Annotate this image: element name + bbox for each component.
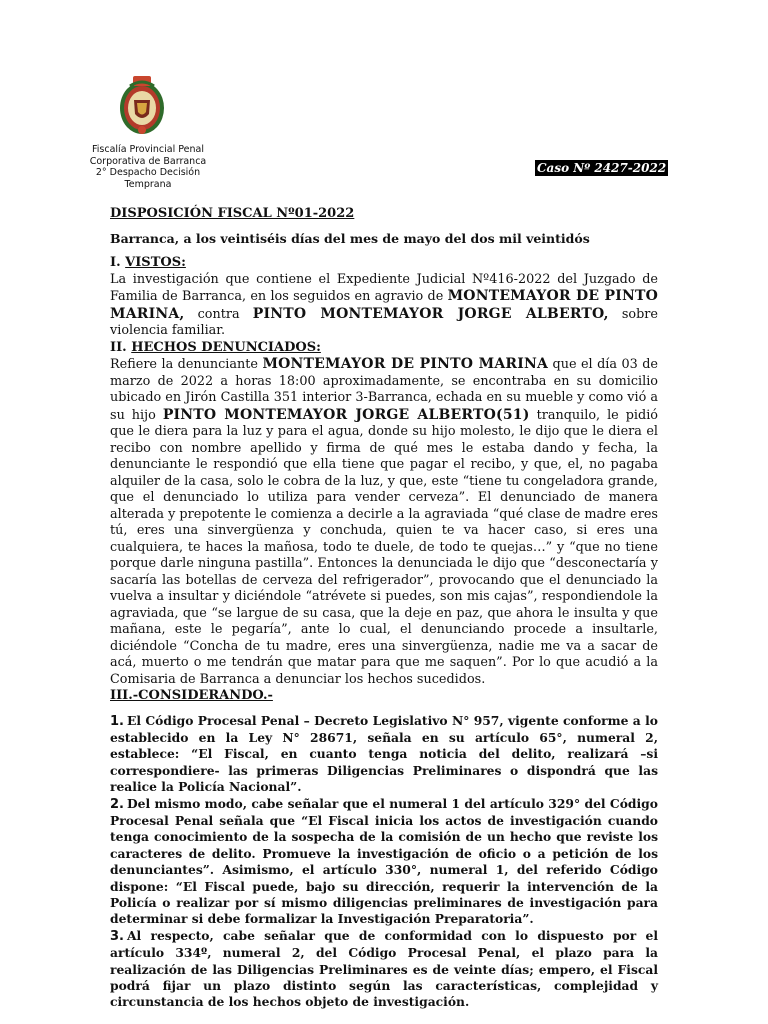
section-hechos-text [110,356,658,688]
office-header [82,144,214,190]
considerando-list [110,713,658,1011]
item-number: 1. [110,713,124,729]
defendant-name: PINTO MONTEMAYOR JORGE ALBERTO(51) [162,406,530,423]
text-span: sobre violencia familiar. [110,306,658,338]
victim-name: MONTEMAYOR DE PINTO MARINA, [110,288,658,322]
text-span: La investigación que contiene el Expediente Judicial Nº416-2022 del Juzgado de Familia de Barranca, en los seguidos en agravio de [110,271,658,304]
document-title: DISPOSICIÓN FISCAL Nº01-2022 [110,206,355,221]
text-span: contra [197,306,240,322]
considerando-item [110,928,658,1011]
item-number: 3. [110,928,124,944]
document-body [110,206,658,1011]
office-line-1: Fiscalía Provincial Penal [92,144,204,155]
office-line-4: Temprana [124,178,172,190]
item-text: Al respecto, cabe señalar que de conformidad con lo dispuesto por el artículo 334º, numeral 2, del Código Procesal Penal, el plazo para la realización de las Diligencias Preliminares es de veinte días; empero, el Fiscal podrá fijar un plazo distinto según las características, complejidad y circunstancia de los hechos objeto de investigación. [110,927,658,1010]
section-considerando-heading: III.-CONSIDERANDO.- [110,688,273,703]
section-title: VISTOS: [125,255,186,270]
considerando-item [110,713,658,796]
item-number: 2. [110,796,124,812]
case-number-badge: Caso Nº 2427-2022 [537,161,667,175]
section-vistos-heading [110,255,658,272]
victim-name: MONTEMAYOR DE PINTO MARINA [262,356,549,372]
date-line: Barranca, a los veintiséis días del mes de mayo del dos mil veintidós [110,230,590,246]
text-span: tranquilo, le pidió que le diera para la luz y para el agua, donde su hijo molesto, le dijo que le diera el recibo con nombre apellido y firma de qué mes le estaba dando y fecha, la denunciante le respondió que ella tiene que pagar el recibo, y que, el, no pagaba alquiler de la casa, solo le cobra de la luz, y que, este “tiene tu congeladora grande, que el denunciado lo utiliza para vender cerveza”. El denunciado de manera alterada y prepotente le comienza a decirle a la agraviada “qué clase de madre eres tú, eres una sinvergüenza y conchuda, quien te va hacer caso, si eres una cualquiera, te haces la mañosa, todo te duele, de todo te quejas…” y “que no tiene porque darle ninguna pastilla”. Entonces la denunciada le dijo que “desconectaría y sacaría las botellas de cerveza del refrigerador”, provocando que el denunciado la vuelva a insultar y diciéndole “atrévete si puedes, son mis cajas”, respondiendole la agraviada, que “se largue de su casa, que la deje en paz, que ahora le insulta y que mañana, este le pegaría”, ante lo cual, el denunciando procede a insultarle, diciéndole “Concha de tu madre, eres una sinvergüenza, nadie me va a sacar de acá, muerto o me tendrán que matar para que me saquen”. Por lo que acudió a la Comisaria de Barranca a denunciar los hechos sucedidos. [110,407,659,687]
defendant-name: PINTO MONTEMAYOR JORGE ALBERTO, [252,305,609,322]
office-line-3: 2° Despacho Decisión [95,167,201,178]
text-span: Refiere la denunciante [110,357,258,372]
item-text: Del mismo modo, cabe señalar que el numeral 1 del artículo 329° del Código Procesal Penal señala que “El Fiscal inicia los actos de investigación cuando tenga conocimiento de la sospecha de la comisión de un hecho que reviste los caracteres de delito. Promueve la investigación de oficio o a petición de los denunciantes”. Asimismo, el artículo 330°, numeral 1, del referido Código dispone: “El Fiscal puede, bajo su dirección, requerir la intervención de la Policía o realizar por sí mismo diligencias preliminares de investigación para determinar si debe formalizar la Investigación Preparatoria”. [110,795,658,927]
section-title: HECHOS DENUNCIADOS: [131,339,321,355]
considerando-item [110,796,658,928]
coat-of-arms-seal-icon [116,72,168,138]
text-span: que el día 03 de marzo de 2022 a horas 18:00 aproximadamente, se encontraba en su domicilio ubicado en Jirón Castilla 351 interior 3-Barranca, echada en su mueble y como vió a su hijo [110,357,659,423]
item-text: El Código Procesal Penal – Decreto Legislativo N° 957, vigente conforme a lo establecido en la Ley N° 28671, señala en su artículo 65°, numeral 2, establece: “El Fiscal, en cuanto tenga noticia del delito, realizará –si correspondiere- las primeras Diligencias Preliminares o dispondrá que las realice la Policía Nacional”. [110,712,658,795]
section-number: II. [110,339,127,355]
section-vistos-text [110,272,658,340]
section-hechos-heading [110,340,658,357]
section-number: I. [110,255,121,270]
office-line-2: Corporativa de Barranca [89,155,207,167]
